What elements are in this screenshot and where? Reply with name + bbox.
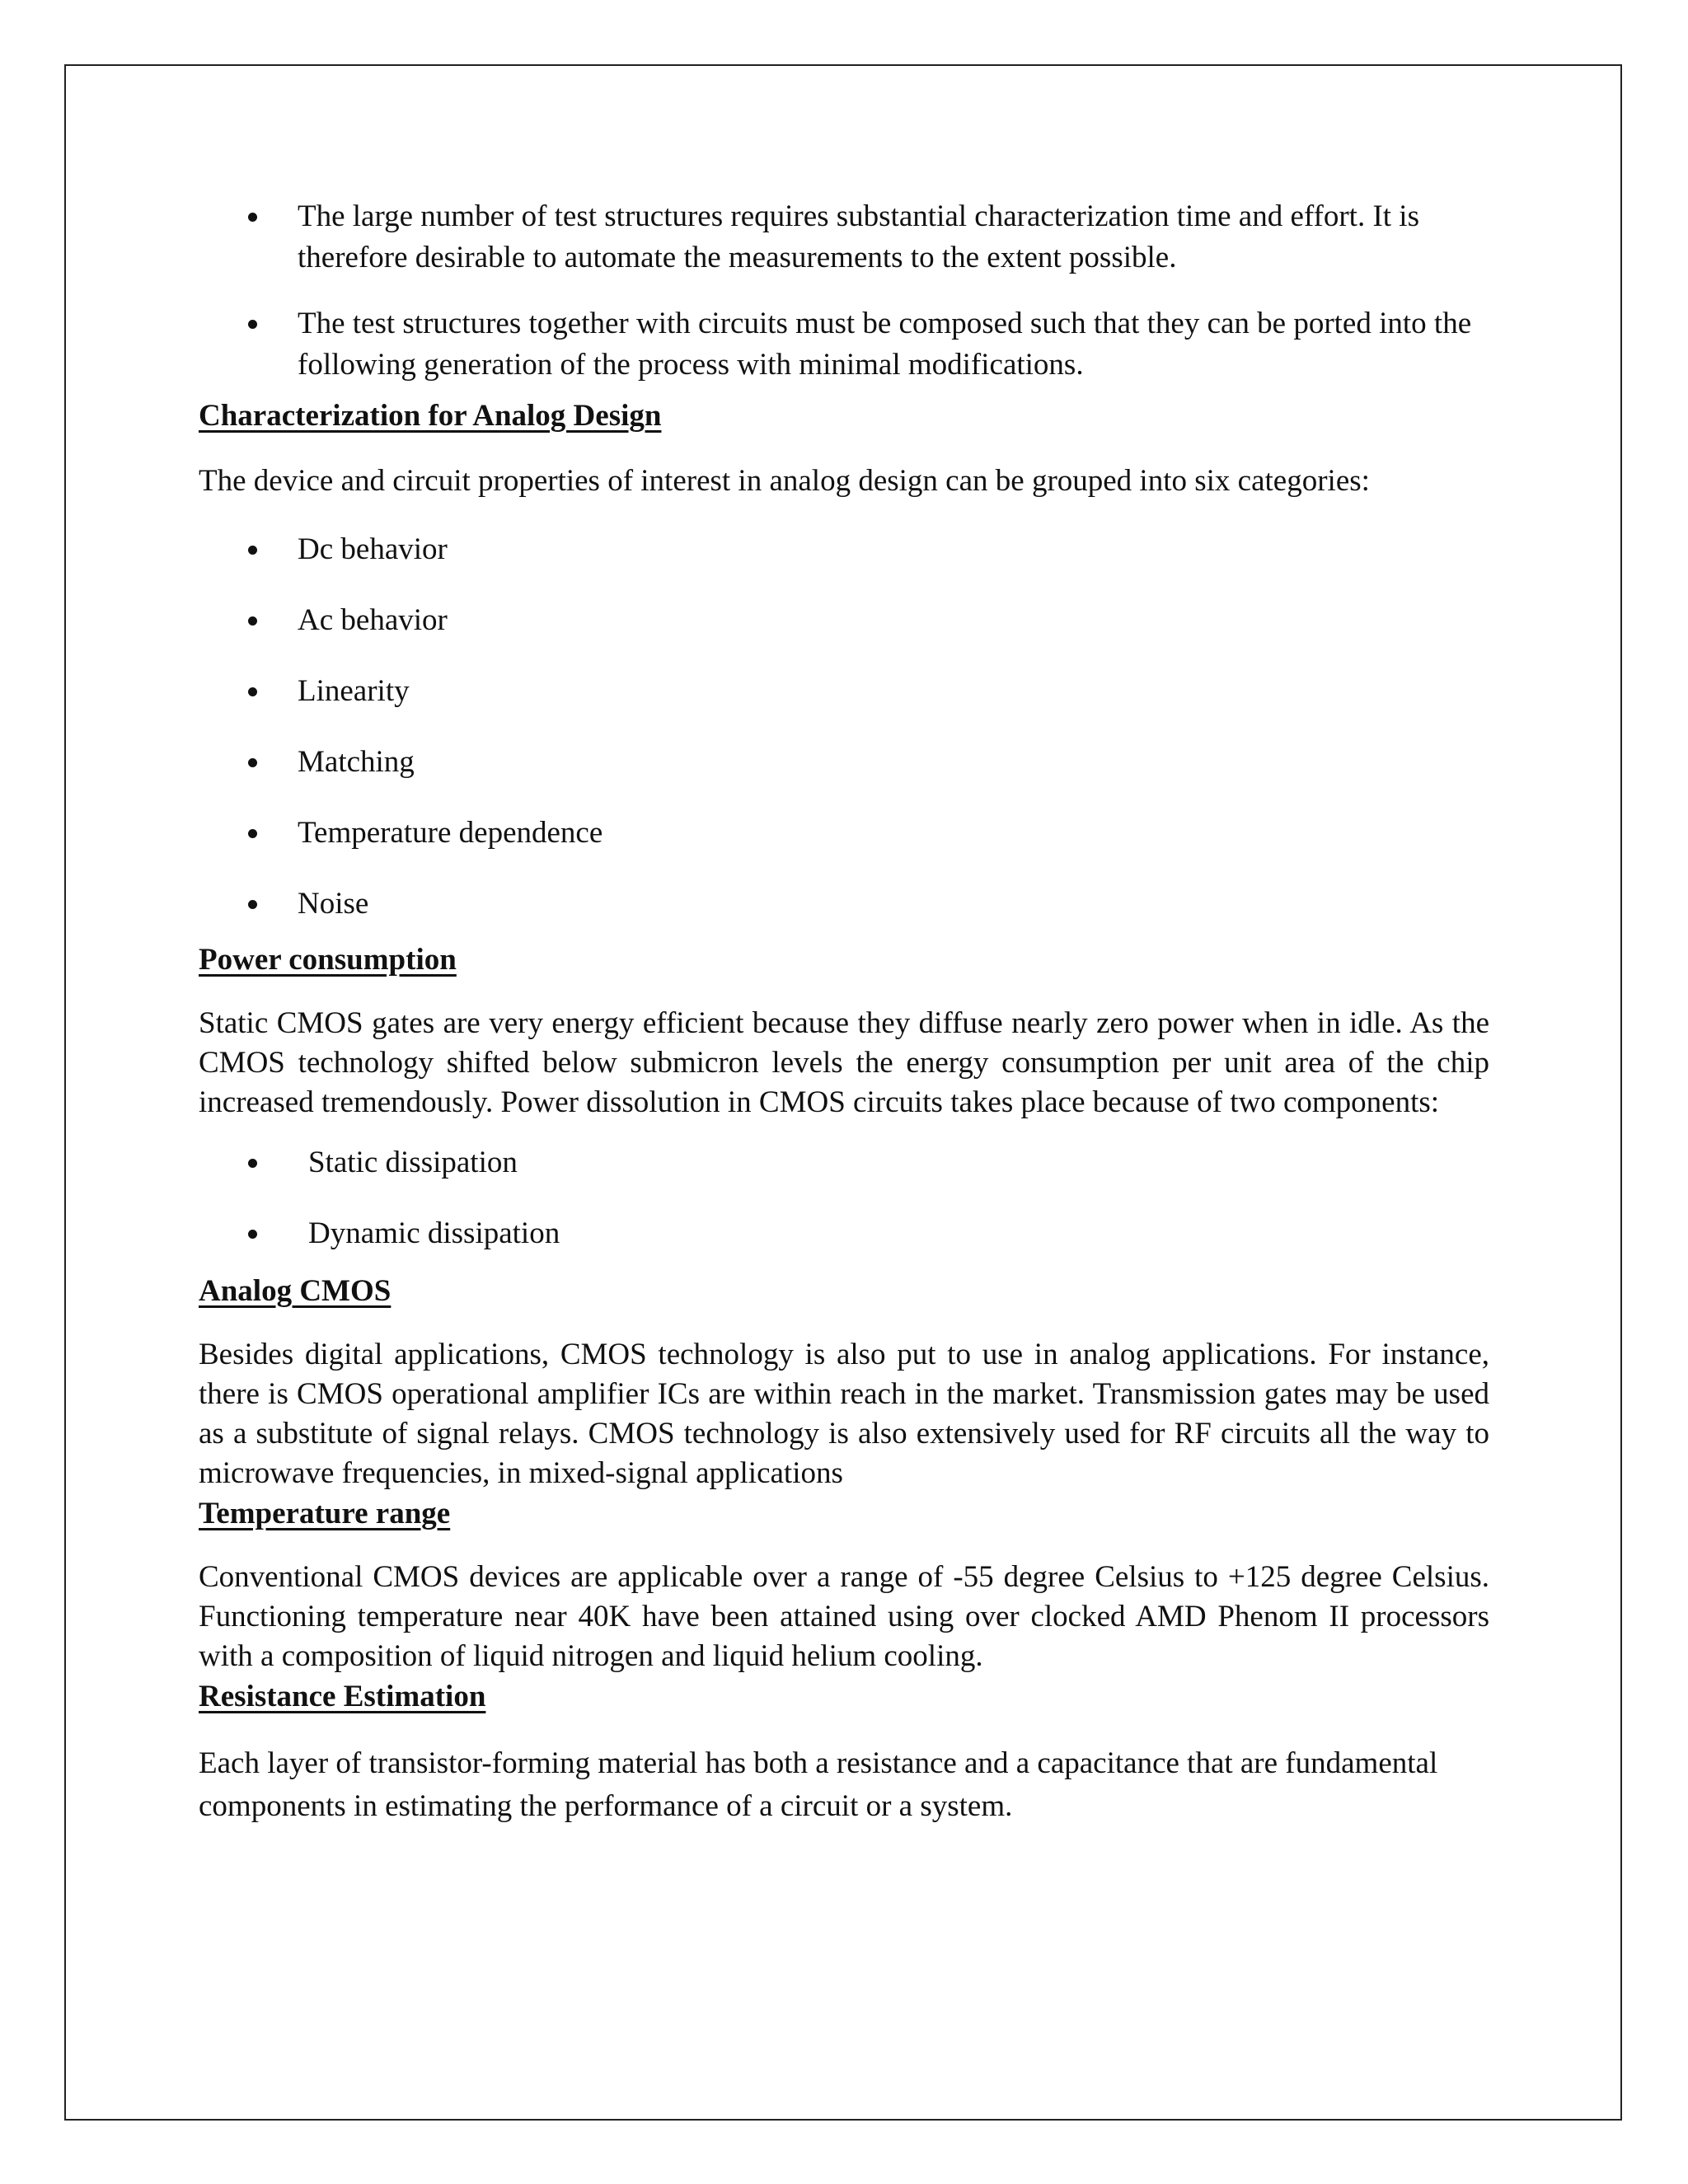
analog-cmos-paragraph: Besides digital applications, CMOS technology is also put to use in analog applications. For instance, there is CMOS operational amplifier ICs are within reach in the market. Transmission gates may be used as a substitute of signal relays. CMOS technology is also extensively used for RF circuits all the way to microwave frequencies, in mixed-signal applications xyxy=(199,1338,1489,1490)
analog-categories-list xyxy=(199,529,1489,925)
list-item: Matching xyxy=(199,742,1489,783)
bullet-icon xyxy=(248,687,257,696)
bullet-icon xyxy=(248,758,257,767)
bullet-icon xyxy=(248,213,257,222)
heading-resistance-estimation: Resistance Estimation xyxy=(199,1680,486,1713)
analog-design-intro: The device and circuit properties of interest in analog design can be grouped into six categories: xyxy=(199,464,1370,498)
list-item: Dc behavior xyxy=(199,529,1489,570)
test-structure-bullet-list xyxy=(199,196,1489,386)
document-body xyxy=(199,196,1489,1828)
list-item: Static dissipation xyxy=(199,1142,1489,1183)
list-item: Linearity xyxy=(199,671,1489,712)
list-item: The test structures together with circuits must be composed such that they can be ported into the following generation of the process with minimal modifications. xyxy=(199,303,1489,386)
list-item: Ac behavior xyxy=(199,600,1489,641)
list-item: Temperature dependence xyxy=(199,813,1489,854)
temperature-range-paragraph: Conventional CMOS devices are applicable over a range of -55 degree Celsius to +125 degree Celsius. Functioning temperature near 40K have been attained using over clocked AMD Phenom II processors with a composition of liquid nitrogen and liquid helium cooling. xyxy=(199,1560,1489,1673)
bullet-icon xyxy=(248,1159,257,1168)
heading-temperature-range: Temperature range xyxy=(199,1497,451,1530)
bullet-icon xyxy=(248,546,257,555)
list-item: Dynamic dissipation xyxy=(199,1213,1489,1254)
dissipation-list xyxy=(199,1142,1489,1254)
bullet-icon xyxy=(248,900,257,909)
heading-analog-design: Characterization for Analog Design xyxy=(199,399,662,433)
bullet-icon xyxy=(248,320,257,329)
bullet-icon xyxy=(248,829,257,838)
bullet-icon xyxy=(248,1230,257,1239)
resistance-estimation-paragraph: Each layer of transistor-forming material has both a resistance and a capacitance that are fundamental components in estimating the performance of a circuit or a system. xyxy=(199,1746,1438,1823)
heading-power-consumption: Power consumption xyxy=(199,943,457,977)
heading-analog-cmos: Analog CMOS xyxy=(199,1274,392,1308)
power-consumption-paragraph: Static CMOS gates are very energy efficient because they diffuse nearly zero power when in idle. As the CMOS technology shifted below submicron levels the energy consumption per unit area of the chip increased tremendously. Power dissolution in CMOS circuits takes place because of two components: xyxy=(199,1006,1489,1119)
bullet-icon xyxy=(248,616,257,626)
list-item: The large number of test structures requires substantial characterization time and effort. It is therefore desirable to automate the measurements to the extent possible. xyxy=(199,196,1489,279)
list-item: Noise xyxy=(199,883,1489,925)
